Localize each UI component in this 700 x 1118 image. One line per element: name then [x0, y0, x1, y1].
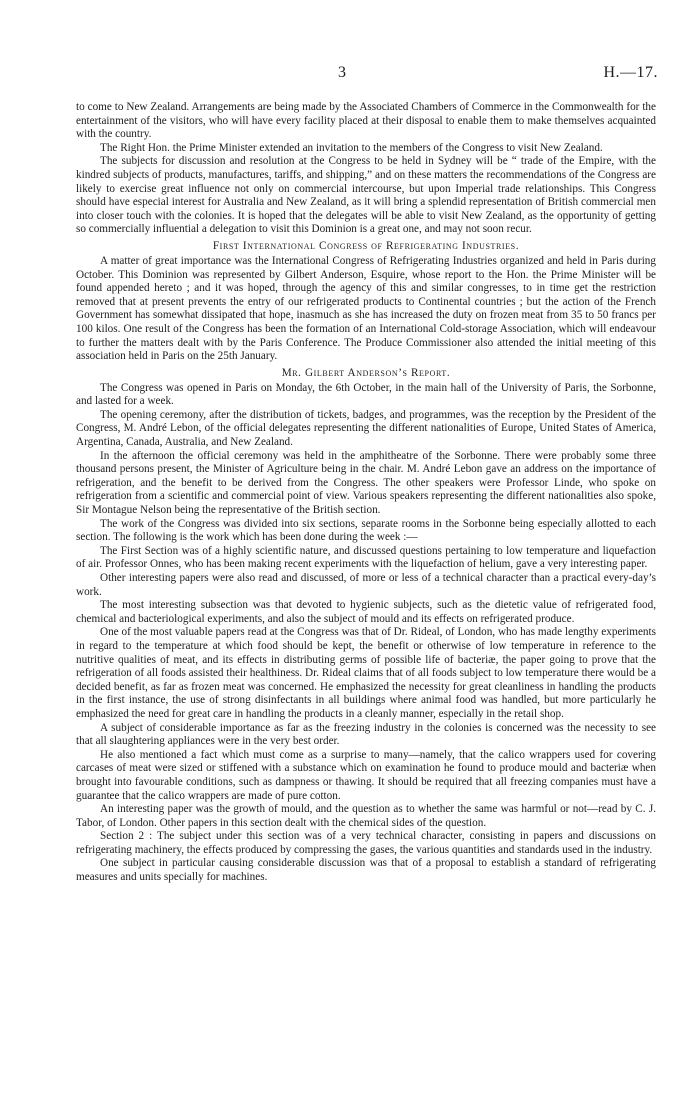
paragraph: Other interesting papers were also read and discussed, of more or less of a technical character than a practical every-day’s work.: [76, 572, 656, 598]
paragraph: to come to New Zealand. Arrangements are being made by the Associated Chambers of Commerce in the Commonwealth for the entertainment of the visitors, who will have every facility placed at their disposal to enable them to make themselves acquainted with the country.: [76, 101, 656, 141]
paragraph: A subject of considerable importance as far as the freezing industry in the colonies is concerned was the necessity to see that all slaughtering appliances were in the very best order.: [76, 721, 656, 748]
paragraph: The First Section was of a highly scientific nature, and discussed questions pertaining to low temperature and liquefaction of air. Professor Onnes, who has been making recent experiments with the liquefaction of helium, gave a very interesting paper.: [76, 544, 656, 571]
paragraph: A matter of great importance was the International Congress of Refrigerating Industries organized and held in Paris during October. This Dominion was represented by Gilbert Anderson, Esquire, whose report to the Hon. the Prime Minister will be found appended hereto ; and it was hoped, through the agency of this and similar congresses, to in time get the restriction removed that at present prevents the entry of our refrigerated products to Continental countries ; but the action of the French Government has somewhat dissipated that hope, inasmuch as she has increased the duty on frozen meat from 35 to 50 francs per 100 kilos. One result of the Congress has been the formation of an International Cold-storage Association, which will endeavour to further the matters dealt with by the Paris Conference. The Produce Commissioner also attended the initial meeting of this association held in Paris on the 25th January.: [76, 254, 656, 363]
page-header: [0, 64, 700, 86]
paragraph: The Congress was opened in Paris on Monday, the 6th October, in the main hall of the University of Paris, the Sorbonne, and lasted for a week.: [76, 381, 656, 408]
page-number: 3: [338, 64, 346, 81]
paragraph: In the afternoon the official ceremony was held in the amphitheatre of the Sorbonne. There were probably some three thousand persons present, the Minister of Agriculture being in the chair. M. André Lebon gave an address on the importance of refrigeration, and the benefit to be derived from the Congress. The other speakers were Professor Linde, who spoke on refrigeration from a scientific and commercial point of view. Various speakers representing the different nationalities also spoke, Sir Montague Nelson being the representative of the British section.: [76, 449, 656, 517]
body-text: [76, 101, 656, 885]
paragraph: The most interesting subsection was that devoted to hygienic subjects, such as the dietetic value of refrigerated food, chemical and bacteriological experiments, and also the subject of mould and its effects on refrigerated produce.: [76, 599, 656, 625]
paragraph: Section 2 : The subject under this section was of a very technical character, consisting in papers and discussions on refrigerating machinery, the effects produced by compressing the gases, the various quantities and standards used in the industry.: [76, 830, 656, 856]
paragraph: The work of the Congress was divided into six sections, separate rooms in the Sorbonne being especially allotted to each section. The following is the work which has been done during the week :—: [76, 517, 656, 544]
paragraph: One subject in particular causing considerable discussion was that of a proposal to establish a standard of refrigerating measures and units specially for machines.: [76, 857, 656, 884]
section-heading-anderson-report: Mr. Gilbert Anderson’s Report.: [281, 366, 451, 379]
paragraph: The opening ceremony, after the distribution of tickets, badges, and programmes, was the reception by the President of the Congress, M. André Lebon, of the official delegates representing the different nationalities of Europe, United States of America, Argentina, Canada, Australia, and New Zealand.: [76, 408, 656, 449]
paragraph: The subjects for discussion and resolution at the Congress to be held in Sydney will be “ trade of the Empire, with the kindred subjects of products, manufactures, tariffs, and shipping,” and on these matters the recommendations of the Congress are likely to exercise great influence not only on commercial intercourse, but upon Imperial trade relationships. This Congress should have especial interest for Australia and New Zealand, as it will bring a splendid representation of British commercial men into closer touch with the colonies. It is hoped that the delegates will be able to visit New Zealand, as the opportunity of getting so commercially influential a delegation to visit this Dominion is a great one, and may not soon recur.: [76, 155, 656, 236]
paragraph: The Right Hon. the Prime Minister extended an invitation to the members of the Congress to visit New Zealand.: [100, 141, 603, 154]
paragraph: He also mentioned a fact which must come as a surprise to many—namely, that the calico wrappers used for covering carcases of meat were sized or stiffened with a substance which on examination he found to produce mould and bacteriæ when brought into favourable conditions, such as dampness or thawing. It should be required that all freezing companies must have a guarantee that the calico wrappers are made of pure cotton.: [76, 748, 656, 802]
section-heading-refrigerating-congress: First International Congress of Refrigerating Industries.: [212, 239, 520, 252]
document-reference: H.—17.: [603, 64, 658, 81]
paragraph: An interesting paper was the growth of mould, and the question as to whether the same was harmful or not—read by C. J. Tabor, of London. Other papers in this section dealt with the chemical sides of the question.: [76, 803, 656, 829]
paragraph: One of the most valuable papers read at the Congress was that of Dr. Rideal, of London, who has made lengthy experiments in regard to the temperature at which food should be kept, the benefit or otherwise of low temperature in reference to the nutritive qualities of meat, and its effects in distributing germs of possible life of bacteriæ, the paper going to prove that the refrigeration of all foods assisted their healthiness. Dr. Rideal claims that of all foods subject to low temperature there would be a decided benefit, as far as frozen meat was concerned. He emphasized the necessity for great cleanliness in handling the products in the first instance, the use of strong disinfectants in all buildings where animal food was handled, but more particularly he emphasized the need for great care in handling the products in a cleanly manner, especially in the retail shop.: [76, 626, 656, 720]
